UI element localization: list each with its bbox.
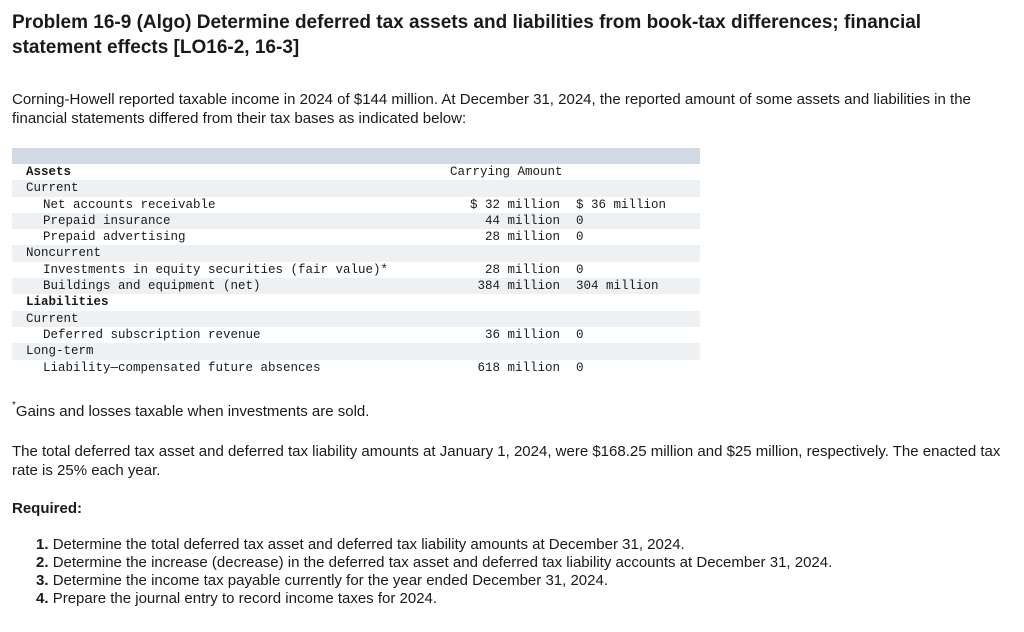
- carrying-amount-cell: 384 million: [477, 279, 560, 294]
- table-row: [12, 245, 700, 261]
- required-list: [36, 536, 832, 608]
- table-row: [12, 164, 700, 180]
- carrying-amount-cell: 44 million: [484, 213, 560, 228]
- required-label: Required:: [12, 500, 83, 517]
- table-row: [12, 213, 700, 229]
- tax-basis-cell: 0: [576, 360, 584, 375]
- required-item: [36, 590, 832, 608]
- required-item: [36, 536, 832, 554]
- row-label: Buildings and equipment (net): [43, 279, 261, 294]
- table-body: [12, 164, 700, 376]
- footnote: [12, 398, 369, 421]
- row-label: Long-term: [26, 344, 94, 359]
- row-label: Prepaid insurance: [43, 213, 171, 228]
- row-label: Liabilities: [26, 295, 109, 310]
- table-row: [12, 311, 700, 327]
- book-tax-table: [12, 148, 700, 376]
- required-item-number: 2.: [36, 554, 49, 571]
- table-row: [12, 197, 700, 213]
- intro-paragraph: Corning-Howell reported taxable income in 2024 of $144 million. At December 31, 2024, the reported amount of some assets and liabilities in the financial statements differed from their tax bases as indicated below:: [12, 91, 971, 127]
- table-row: [12, 343, 700, 359]
- carrying-amount-cell: $ 32 million: [469, 197, 560, 212]
- table-row: [12, 229, 700, 245]
- table-row: [12, 278, 700, 294]
- tax-basis-cell: 0: [576, 230, 584, 245]
- required-item-text: Prepare the journal entry to record income taxes for 2024.: [52, 590, 438, 607]
- tax-basis-cell: $ 36 million: [576, 197, 667, 212]
- row-label: Net accounts receivable: [43, 197, 216, 212]
- table-row: [12, 327, 700, 343]
- footnote-text: Gains and losses taxable when investments are sold.: [15, 403, 370, 420]
- carrying-amount-cell: 36 million: [484, 327, 560, 342]
- row-label: Current: [26, 181, 79, 196]
- carrying-amount-cell: 618 million: [477, 360, 560, 375]
- required-item-number: 3.: [36, 572, 49, 589]
- footnote-marker: *: [12, 400, 16, 411]
- row-label: Liability—compensated future absences: [43, 360, 321, 375]
- required-item-text: Determine the income tax payable currently for the year ended December 31, 2024.: [52, 572, 608, 589]
- row-label: Prepaid advertising: [43, 230, 186, 245]
- row-label: Assets: [26, 165, 72, 179]
- required-item-text: Determine the increase (decrease) in the deferred tax asset and deferred tax liability accounts at December 31, 2024.: [52, 554, 833, 571]
- table-row: [12, 262, 700, 278]
- table-row: [12, 180, 700, 196]
- table-row: [12, 360, 700, 376]
- required-item: [36, 554, 832, 572]
- row-label: Current: [26, 311, 79, 326]
- required-item: [36, 572, 832, 590]
- row-label: Noncurrent: [26, 246, 102, 261]
- required-item-text: Determine the total deferred tax asset and deferred tax liability amounts at December 31, 2024.: [52, 536, 685, 553]
- row-label: Investments in equity securities (fair value)*: [43, 262, 389, 277]
- tax-basis-cell: 0: [576, 213, 584, 228]
- tax-basis-cell: 0: [576, 262, 584, 277]
- problem-title: Problem 16-9 (Algo) Determine deferred tax assets and liabilities from book-tax differences; financial statement effects [LO16-2, 16-3]: [12, 12, 922, 58]
- required-item-number: 4.: [36, 590, 49, 607]
- carrying-amount-cell: 28 million: [484, 230, 560, 245]
- row-label: Deferred subscription revenue: [43, 327, 261, 342]
- totals-paragraph: The total deferred tax asset and deferred tax liability amounts at January 1, 2024, were $168.25 million and $25 million, respectively. The enacted tax rate is 25% each year.: [12, 443, 1001, 479]
- required-item-number: 1.: [36, 536, 49, 553]
- tax-basis-cell: 304 million: [576, 279, 659, 294]
- tax-basis-cell: 0: [576, 327, 584, 342]
- carrying-amount-cell: 28 million: [484, 262, 560, 277]
- header-carrying-amount: Carrying Amount: [450, 165, 563, 179]
- table-row: [12, 294, 700, 310]
